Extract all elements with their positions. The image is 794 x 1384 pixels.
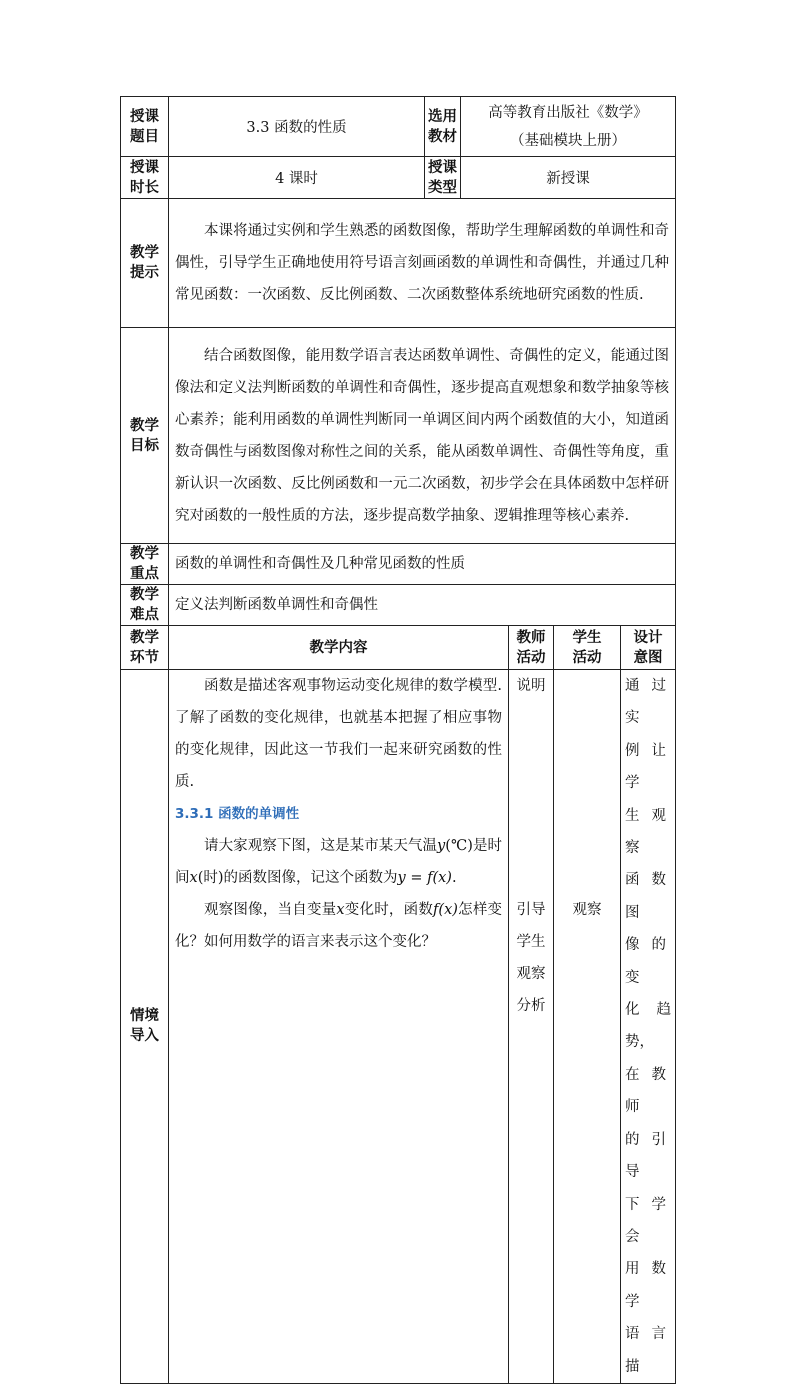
duration-value: 4 课时 <box>169 157 425 199</box>
type-label <box>425 157 461 199</box>
duration-label <box>121 157 169 199</box>
label-line: 类型 <box>428 179 458 196</box>
label-line: 教学 <box>130 546 159 562</box>
label-line: 重点 <box>130 566 159 582</box>
textbook-line: （基础模块上册） <box>510 132 627 149</box>
cell-line: 学生 <box>516 934 546 950</box>
intro-paragraph: 函数是描述客观事物运动变化规律的数学模型. 了解了函数的变化规律，也就基本把握了相应事物的变化规律，因此这一节我们一起来研究函数的性质. <box>175 678 503 790</box>
header-design <box>621 626 676 670</box>
header-stage <box>121 626 169 670</box>
cell-line: 观察 <box>516 966 546 982</box>
cell-line: 语言描 <box>625 1326 672 1375</box>
cell-line <box>509 798 553 830</box>
difficulty-row <box>121 585 676 626</box>
intro-design <box>621 670 676 1384</box>
header-teacher <box>509 626 554 670</box>
label-line: 导入 <box>130 1028 159 1045</box>
hint-label <box>121 199 169 328</box>
label-line: 教学 <box>130 629 159 646</box>
cell-line: 用数学 <box>625 1261 672 1310</box>
math-expr: f(x) <box>433 902 458 918</box>
math-var: x <box>336 902 345 918</box>
cell-line: 像的变 <box>625 937 672 986</box>
label-line: 学生 <box>572 629 602 646</box>
text-run: 变化时，函数 <box>344 902 434 918</box>
label-line: 时长 <box>130 179 159 196</box>
key-row <box>121 544 676 585</box>
hint-paragraph: 本课将通过实例和学生熟悉的函数图像，帮助学生理解函数的单调性和奇偶性，引导学生正确地使用符号语言刻画函数的单调性和奇偶性，并通过几种常见函数：一次函数、反比例函数、二次函数整体系统地研究函数的性质. <box>175 223 670 303</box>
label-line: 教学 <box>130 417 159 434</box>
cell-line <box>509 734 553 766</box>
section-heading: 3.3.1 函数的单调性 <box>175 806 300 822</box>
cell-line: 例让学 <box>625 742 672 792</box>
goal-label <box>121 328 169 544</box>
text-run: (时)的函数图像，记这个函数为 <box>197 870 398 886</box>
intro-paragraph <box>169 894 508 958</box>
intro-student <box>554 670 621 1384</box>
goal-row <box>121 328 676 544</box>
intro-paragraph <box>169 830 508 894</box>
cell-line <box>509 830 553 862</box>
text-run: 观察图像，当自变量 <box>204 902 337 918</box>
math-var: x <box>189 870 198 886</box>
label-line: 情境 <box>130 1008 159 1025</box>
label-line: 活动 <box>572 649 602 666</box>
label-line: 教学 <box>130 245 159 261</box>
intro-row <box>121 670 676 1384</box>
hint-row <box>121 199 676 328</box>
label-line: 题目 <box>130 128 159 145</box>
label-line: 授课 <box>428 159 458 176</box>
cell-line: 的引导 <box>625 1131 672 1181</box>
intro-label <box>121 670 169 1384</box>
textbook-line: 高等教育出版社《数学》 <box>488 104 648 121</box>
text-run: (℃)是时间 <box>175 838 503 886</box>
text-run: 怎样变化？如何用数学的语言来表示这个变化？ <box>175 902 503 950</box>
cell-line: 引导 <box>516 902 546 918</box>
title-value: 3.3 函数的性质 <box>169 97 425 157</box>
spacer <box>554 670 620 894</box>
content-header-row <box>121 626 676 670</box>
label-line: 教师 <box>516 629 546 646</box>
cell-line: 说明 <box>516 678 546 694</box>
cell-line <box>509 766 553 798</box>
difficulty-label <box>121 585 169 626</box>
lesson-plan-table <box>120 96 676 1384</box>
cell-line: 下学会 <box>625 1196 672 1245</box>
title-label <box>121 97 169 157</box>
lesson-plan <box>120 96 675 1384</box>
cell-line: 通过实 <box>625 678 672 727</box>
label-line: 目标 <box>130 437 159 454</box>
label-line: 提示 <box>130 265 159 281</box>
label-line: 活动 <box>516 649 546 666</box>
difficulty-text: 定义法判断函数单调性和奇偶性 <box>169 585 676 626</box>
label-line: 环节 <box>130 649 159 666</box>
label-line: 教学 <box>130 587 159 603</box>
label-line: 难点 <box>130 607 159 623</box>
cell-line <box>509 862 553 894</box>
label-line: 设计 <box>633 629 663 646</box>
header-student <box>554 626 621 670</box>
math-expr: y = f(x) <box>397 870 452 886</box>
label-line: 教材 <box>428 128 458 145</box>
label-line: 授课 <box>130 159 159 176</box>
intro-teacher <box>509 670 554 1384</box>
cell-line: 生观察 <box>625 807 672 857</box>
goal-text <box>169 328 676 544</box>
cell-line <box>509 702 553 734</box>
cell-line: 化趋势， <box>625 1002 672 1051</box>
textbook-value <box>461 97 676 157</box>
goal-paragraph: 结合函数图像，能用数学语言表达函数单调性、奇偶性的定义，能通过图像法和定义法判断函数的单调性和奇偶性，逐步提高直观想象和数学抽象等核心素养；能利用函数的单调性判断同一单调区间内两个函数值的大小，知道函数奇偶性与函数图像对称性之间的关系，能从函数单调性、奇偶性等角度，重新认识一次函数、反比例函数和一元二次函数，初步学会在具体函数中怎样研究对函数的一般性质的方法，逐步提高数学抽象、逻辑推理等核心素养. <box>175 347 670 524</box>
key-label <box>121 544 169 585</box>
math-var: y <box>437 838 446 854</box>
title-row <box>121 97 676 157</box>
label-line: 意图 <box>633 649 663 666</box>
textbook-label <box>425 97 461 157</box>
label-line: 选用 <box>428 108 458 125</box>
key-text: 函数的单调性和奇偶性及几种常见函数的性质 <box>169 544 676 585</box>
text-run: 请大家观察下图，这是某市某天气温 <box>204 838 438 854</box>
text-run: . <box>451 870 457 886</box>
cell-line: 观察 <box>572 902 602 918</box>
cell-line: 在教师 <box>625 1066 672 1116</box>
cell-line: 分析 <box>516 998 546 1014</box>
duration-row <box>121 157 676 199</box>
type-value: 新授课 <box>461 157 676 199</box>
intro-content <box>169 670 509 1384</box>
hint-text <box>169 199 676 328</box>
cell-line: 函数图 <box>625 872 672 921</box>
label-line: 授课 <box>130 108 159 125</box>
header-content: 教学内容 <box>169 626 509 670</box>
